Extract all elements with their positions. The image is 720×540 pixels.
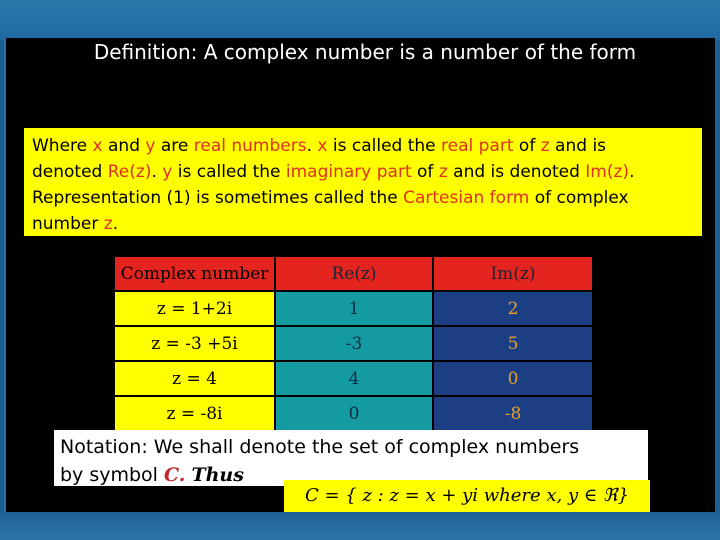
table-header-row	[115, 257, 593, 291]
description-line-2: denoted Re(z). y is called the imaginary part of z and is denoted Im(z).	[32, 162, 635, 182]
notation-line-2: by symbol C. Thus	[60, 464, 244, 486]
description-line-1: Where x and y are real numbers. x is called the real part of z and is	[32, 136, 607, 156]
cell-im: 2	[433, 291, 593, 326]
set-definition-formula: C = { z : z = x + yi where x, y ∈ ℜ}	[284, 480, 650, 512]
description-box	[24, 128, 702, 236]
table-row	[115, 291, 593, 326]
header-re: Re(z)	[275, 257, 433, 291]
table-row	[115, 326, 593, 361]
cell-number: z = -3 +5i	[115, 326, 275, 361]
cell-re: 1	[275, 291, 433, 326]
cell-re: -3	[275, 326, 433, 361]
notation-line-1: Notation: We shall denote the set of complex numbers	[60, 436, 580, 458]
description-line-4: number z.	[32, 214, 119, 234]
cell-im: -8	[433, 396, 593, 431]
table-row	[115, 361, 593, 396]
cell-im: 0	[433, 361, 593, 396]
complex-number-table	[115, 257, 594, 432]
cell-im: 5	[433, 326, 593, 361]
notation-box	[54, 430, 648, 486]
description-line-3: Representation (1) is sometimes called the Cartesian form of complex	[32, 188, 629, 208]
background-bottom-band	[0, 510, 720, 540]
definition-heading: Definition: A complex number is a number of the form	[93, 40, 637, 64]
cell-number: z = -8i	[115, 396, 275, 431]
table-row	[115, 396, 593, 431]
set-symbol-c: C.	[164, 464, 186, 486]
background-top-band	[0, 0, 720, 40]
header-im: Im(z)	[433, 257, 593, 291]
cell-re: 0	[275, 396, 433, 431]
cell-number: z = 4	[115, 361, 275, 396]
cell-number: z = 1+2i	[115, 291, 275, 326]
header-complex-number: Complex number	[115, 257, 275, 291]
cell-re: 4	[275, 361, 433, 396]
